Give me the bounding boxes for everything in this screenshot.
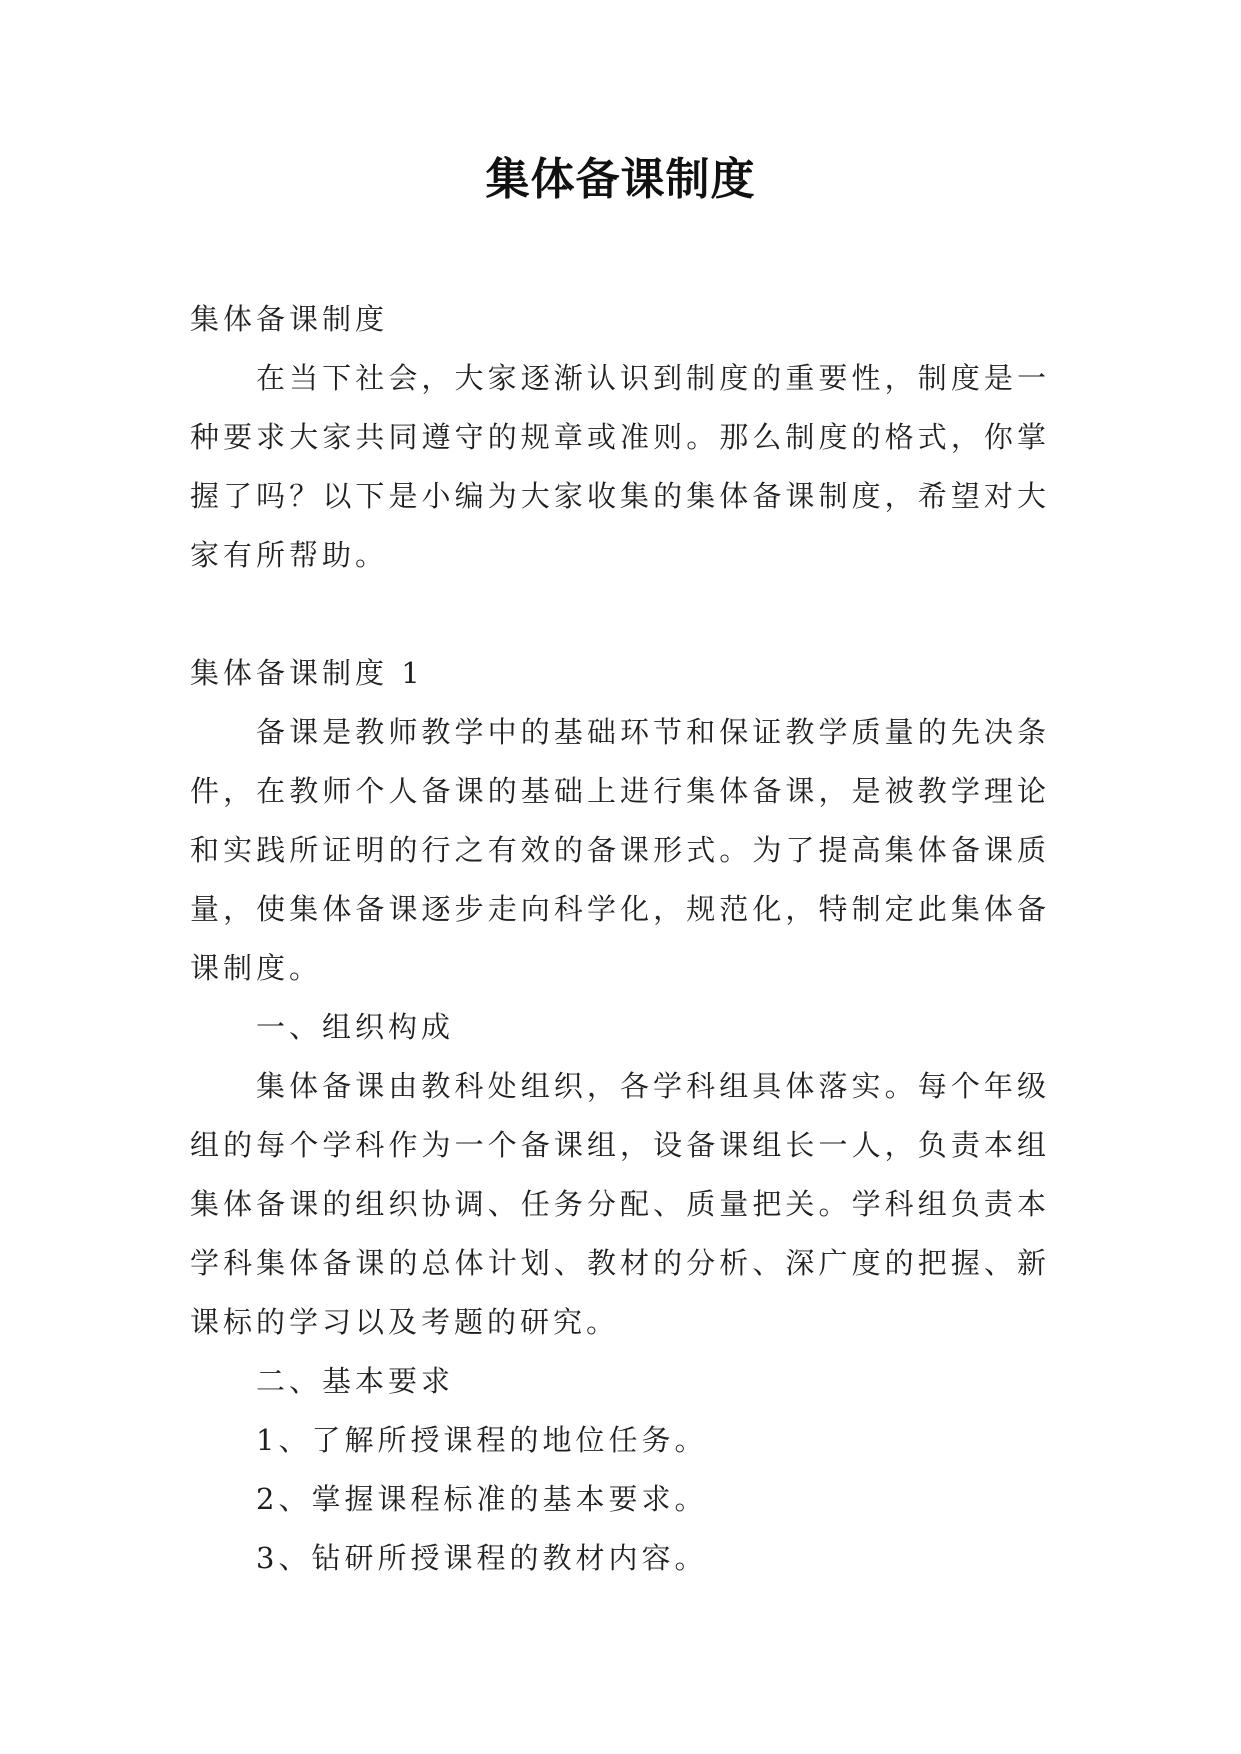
section1-heading: 集体备课制度 1	[190, 656, 424, 690]
intro-paragraph: 在当下社会，大家逐渐认识到制度的重要性，制度是一种要求大家共同遵守的规章或准则。那么制度的格式，你掌握了吗？以下是小编为大家收集的集体备课制度，希望对大家有所帮助。	[190, 361, 1050, 572]
requirement-item-1: 1、了解所授课程的地位任务。	[256, 1423, 708, 1457]
part1-heading: 一、组织构成	[256, 1010, 455, 1044]
document-title: 集体备课制度	[485, 154, 756, 205]
part1-paragraph: 集体备课由教科处组织，各学科组具体落实。每个年级组的每个学科作为一个备课组，设备课组长一人，负责本组集体备课的组织协调、任务分配、质量把关。学科组负责本学科集体备课的总体计划、教材的分析、深广度的把握、新课标的学习以及考题的研究。	[190, 1069, 1050, 1339]
section1-paragraph: 备课是教师教学中的基础环节和保证教学质量的先决条件，在教师个人备课的基础上进行集体备课，是被教学理论和实践所证明的行之有效的备课形式。为了提高集体备课质量，使集体备课逐步走向科学化，规范化，特制定此集体备课制度。	[190, 715, 1050, 985]
part2-heading: 二、基本要求	[256, 1364, 455, 1398]
section-spacer	[190, 585, 1050, 644]
intro-heading: 集体备课制度	[190, 302, 389, 336]
requirement-item-3: 3、钻研所授课程的教材内容。	[256, 1541, 708, 1575]
requirement-item-2: 2、掌握课程标准的基本要求。	[256, 1482, 708, 1516]
document-body	[190, 290, 1050, 1588]
